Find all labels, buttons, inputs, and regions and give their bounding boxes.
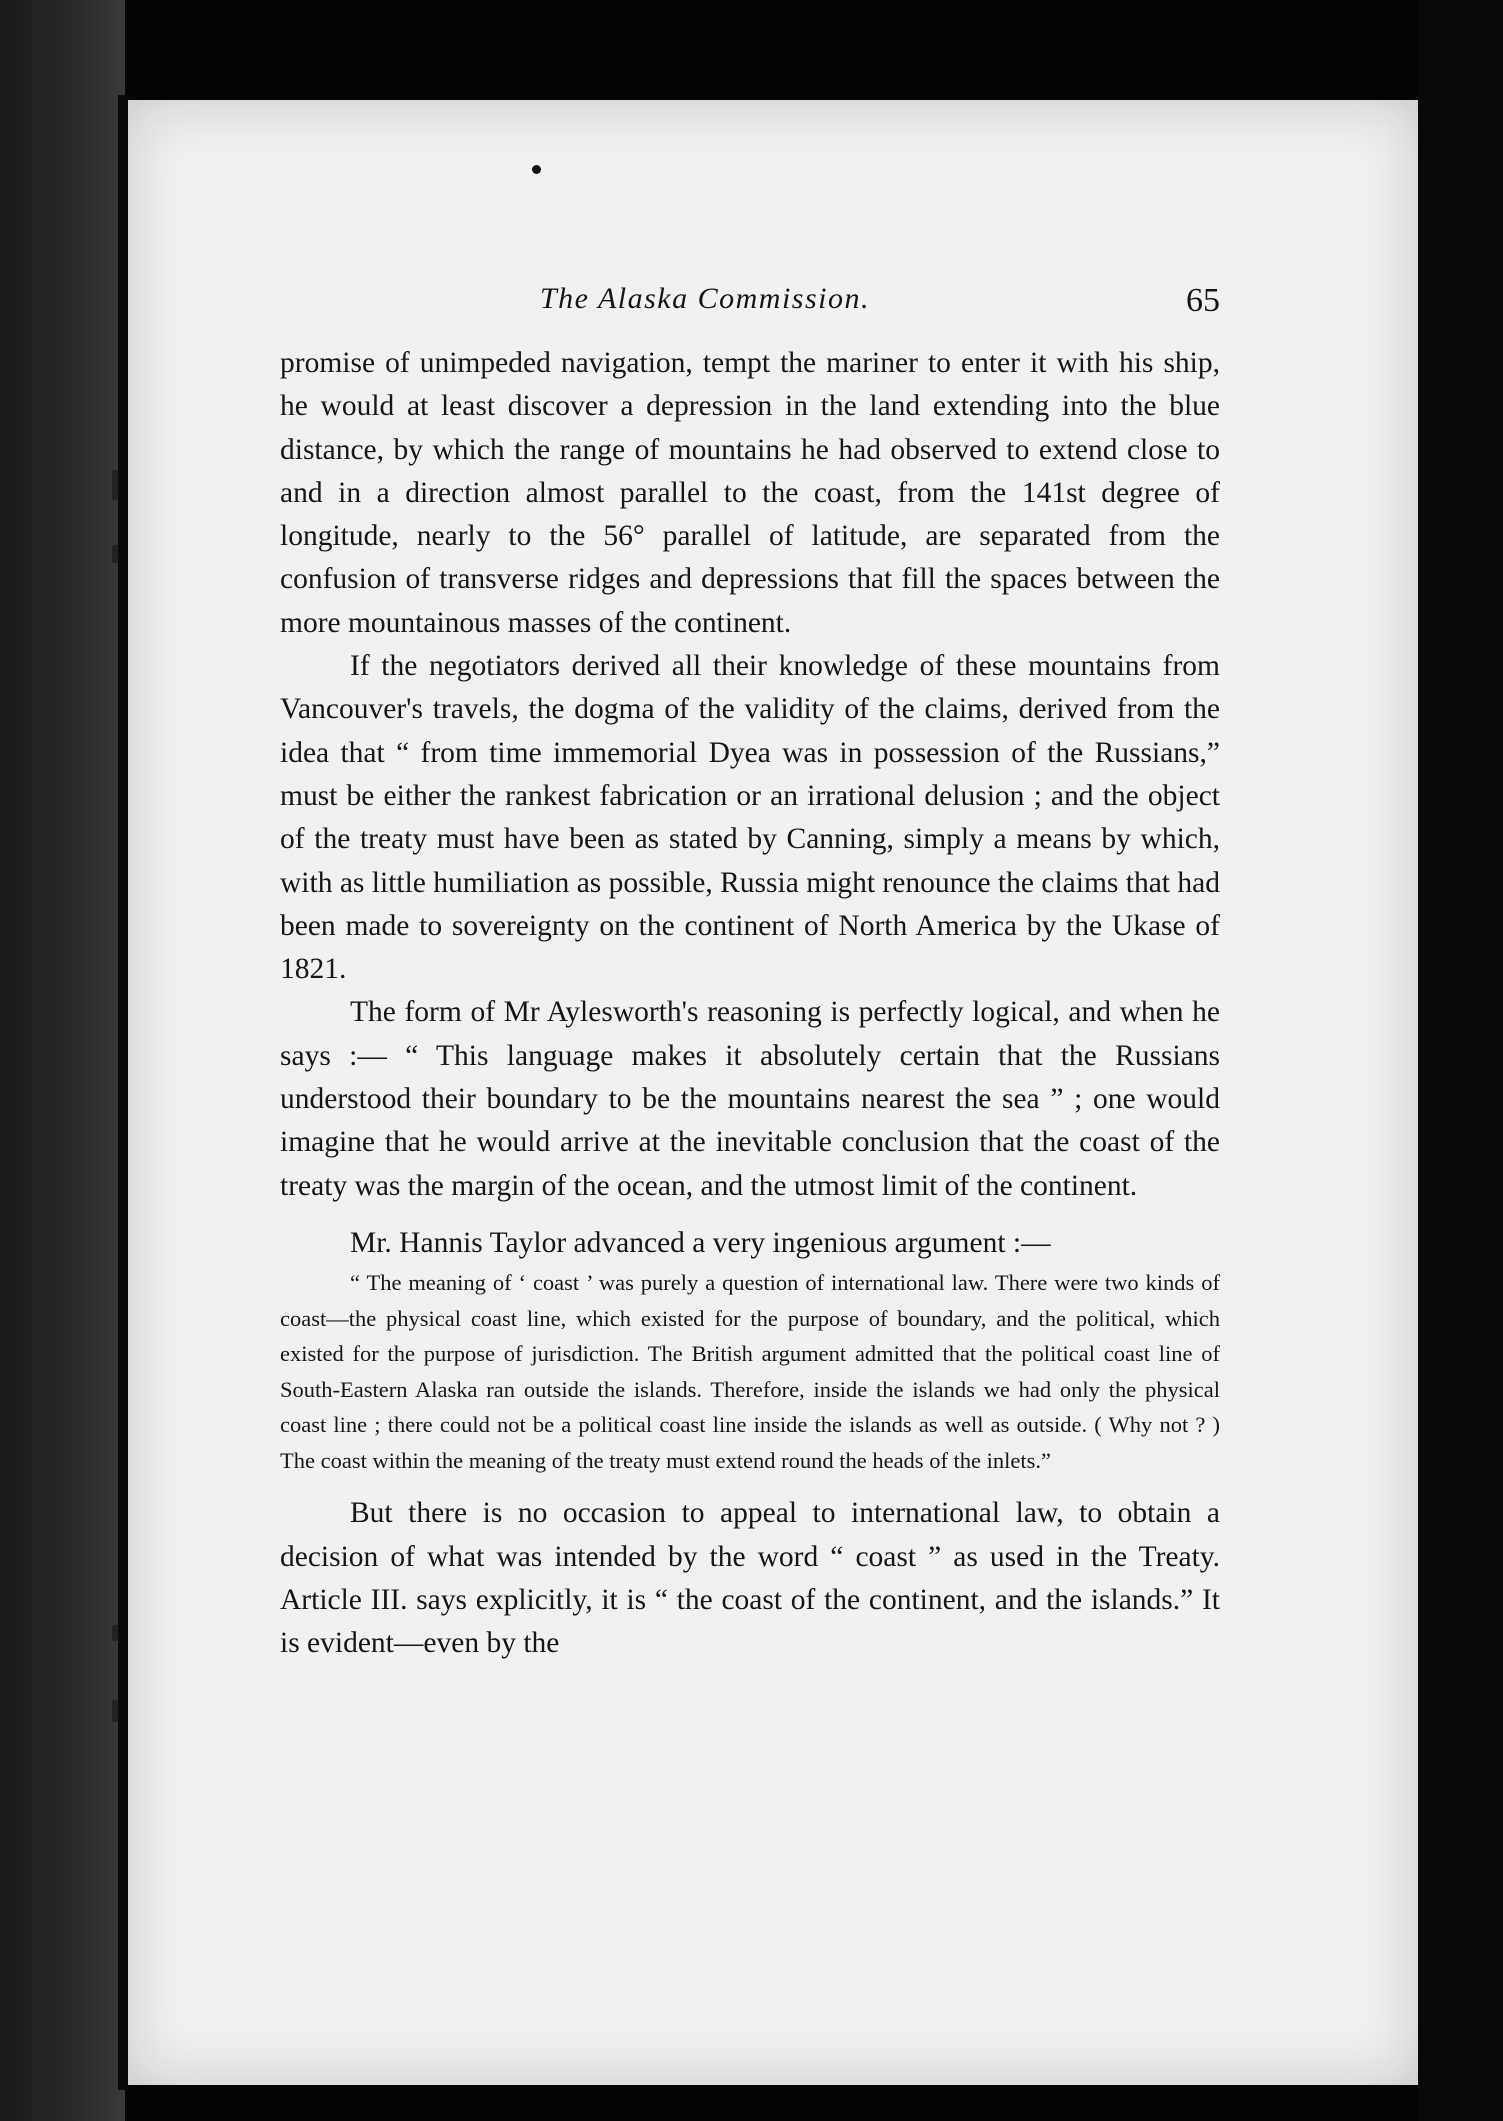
edge-mark <box>112 1625 118 1641</box>
ink-dot <box>532 165 541 174</box>
running-title: The Alaska Commission. <box>540 282 870 315</box>
page-header <box>280 282 1220 332</box>
body-text <box>280 342 1220 1665</box>
paragraph: If the negotiators derived all their knowledge of these mountains from Vancouver's travels, the dogma of the validity of the claims, derived from the idea that “ from time immemorial Dyea was in possession of the Russians,” must be either the rankest fabrication or an irrational delusion ; and the object of the treaty must have been as stated by Canning, simply a means by which, with as little humiliation as possible, Russia might renounce the claims that had been made to sovereignty on the continent of North America by the Ukase of 1821. <box>280 650 1220 986</box>
paragraph: But there is no occasion to appeal to international law, to obtain a decision of what was intended by the word “ coast ” as used in the Treaty. Article III. says explicitly, it is “ the coast of the continent, and the islands.” It is evident—even by the <box>280 1497 1220 1660</box>
scan-background <box>1418 0 1503 2121</box>
adjacent-page-edge <box>0 0 125 2121</box>
edge-mark <box>112 545 118 563</box>
block-quote: “ The meaning of ‘ coast ’ was purely a question of international law. There were two kinds of coast—the physical coast line, which existed for the purpose of boundary, and the political, which existed for the purpose of jurisdiction. The British argument admitted that the political coast line of South-Eastern Alaska ran outside the islands. Therefore, inside the islands we had only the physical coast line ; there could not be a political coast line inside the islands as well as outside. ( Why not ? ) The coast within the meaning of the treaty must extend round the heads of the inlets.” <box>280 1270 1220 1473</box>
paragraph: promise of unimpeded navigation, tempt the mariner to enter it with his ship, he would at least discover a depression in the land extending into the blue distance, by which the range of mountains he had observed to extend close to and in a direction almost parallel to the coast, from the 141st degree of longitude, nearly to the 56° parallel of latitude, are separated from the confusion of transverse ridges and depressions that fill the spaces between the more mountainous masses of the continent. <box>280 347 1220 639</box>
page-number: 65 <box>1186 282 1220 319</box>
paragraph: Mr. Hannis Taylor advanced a very ingenious argument :— <box>350 1226 1051 1259</box>
binding-shadow <box>118 95 128 2090</box>
edge-mark <box>112 470 118 500</box>
edge-mark <box>112 1700 118 1722</box>
paragraph: The form of Mr Aylesworth's reasoning is perfectly logical, and when he says :— “ This language makes it absolutely certain that the Russians understood their boundary to be the mountains nearest the sea ” ; one would imagine that he would arrive at the inevitable conclusion that the coast of the treaty was the margin of the ocean, and the utmost limit of the continent. <box>280 996 1220 1202</box>
